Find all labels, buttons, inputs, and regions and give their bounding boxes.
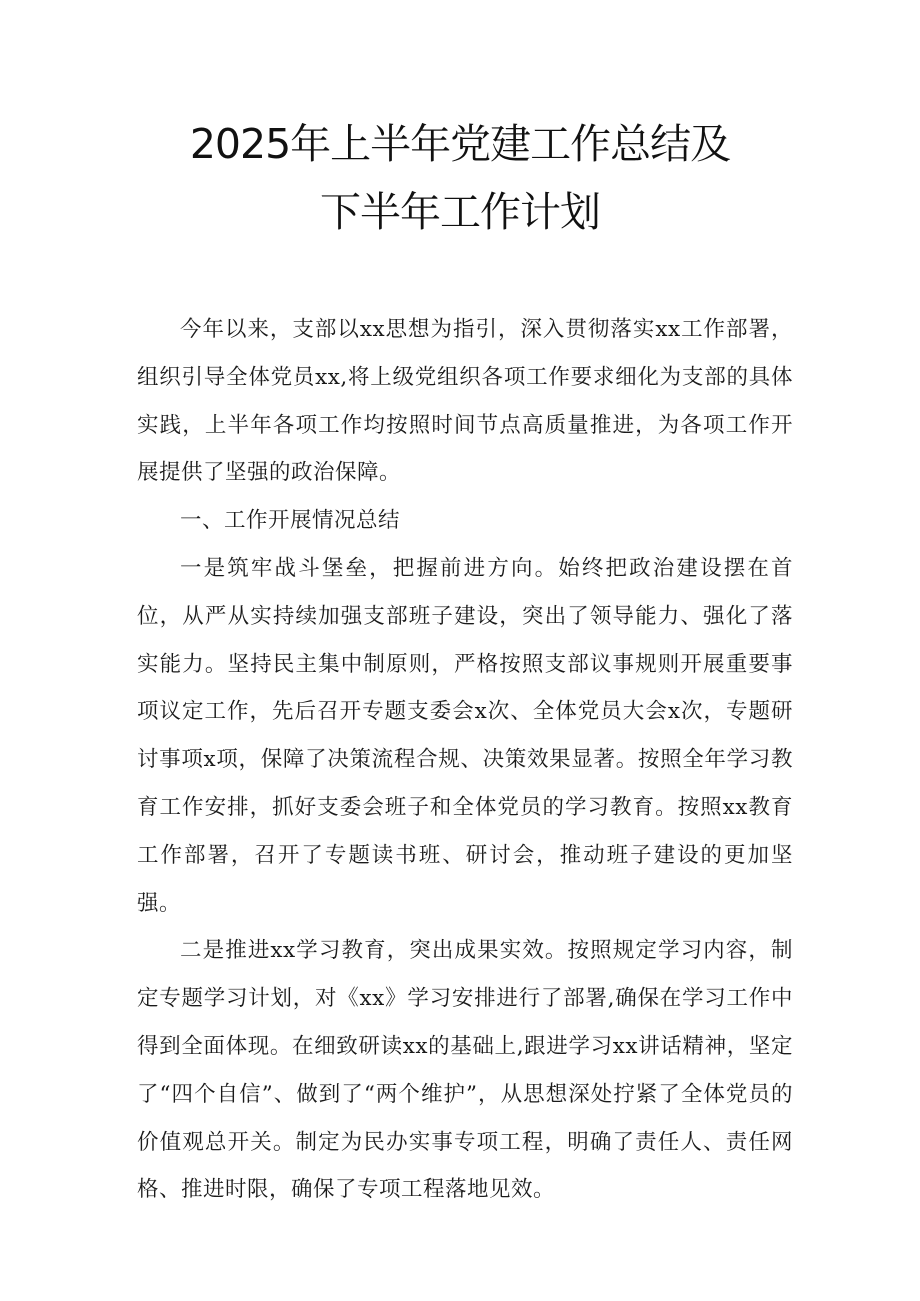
section-heading: 一、工作开展情况总结: [180, 508, 401, 534]
paragraph-item-two: 二是推进xx学习教育，突出成果实效。按照规定学习内容，制定专题学习计划，对《xx》学习安排进行了部署,确保在学习工作中得到全面体现。在细致研读xx的基础上,跟进学习xx讲话精神，坚定了“四个自信”、做到了“两个维护”，从思想深处拧紧了全体党员的价值观总开关。制定为民办实事专项工程，明确了责任人、责任网格、推进时限，确保了专项工程落地见效。: [137, 938, 793, 1203]
document-title-line-2: 下半年工作计划: [320, 188, 600, 236]
document-title-line-1: 2025年上半年党建工作总结及: [189, 120, 731, 168]
document-body: [137, 306, 793, 1214]
paragraph-item-one: 一是筑牢战斗堡垒，把握前进方向。始终把政治建设摆在首位，从严从实持续加强支部班子建设，突出了领导能力、强化了落实能力。坚持民主集中制原则，严格按照支部议事规则开展重要事项议定工作，先后召开专题支委会x次、全体党员大会x次，专题研讨事项x项，保障了决策流程合规、决策效果显著。按照全年学习教育工作安排，抓好支委会班子和全体党员的学习教育。按照xx教育工作部署，召开了专题读书班、研讨会，推动班子建设的更加坚强。: [137, 555, 793, 916]
paragraph-intro: 今年以来，支部以xx思想为指引，深入贯彻落实xx工作部署，组织引导全体党员xx,将上级党组织各项工作要求细化为支部的具体实践，上半年各项工作均按照时间节点高质量推进，为各项工作开展提供了坚强的政治保障。: [137, 317, 793, 486]
